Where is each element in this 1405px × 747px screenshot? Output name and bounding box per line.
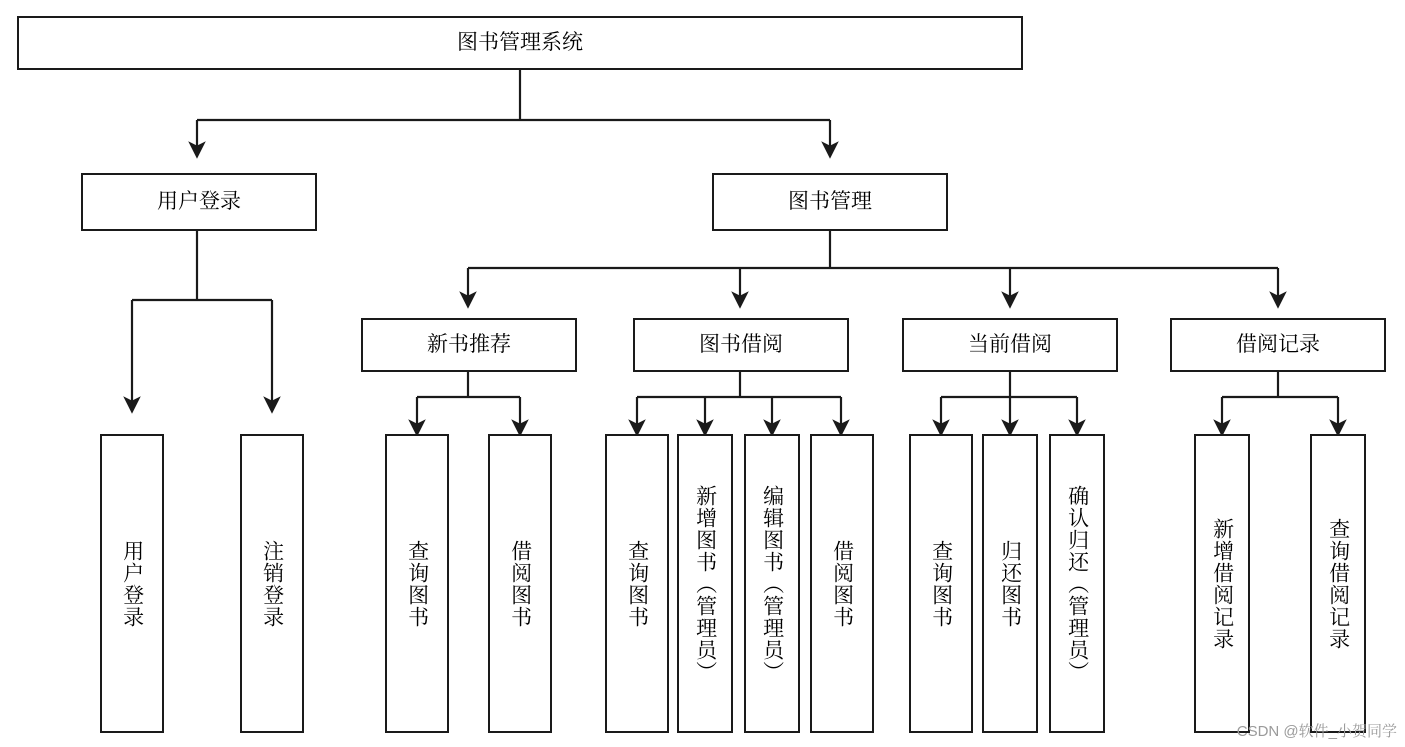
leaf-user-login-label: 用户登录 bbox=[120, 539, 144, 628]
leaf-query-borrow-record[interactable] bbox=[1310, 434, 1366, 733]
leaf-user-login[interactable] bbox=[100, 434, 164, 733]
node-root[interactable] bbox=[17, 16, 1023, 70]
node-current-borrow[interactable] bbox=[902, 318, 1118, 372]
leaf-confirm-return-admin-label: 确认归还（管理员） bbox=[1065, 484, 1089, 683]
leaf-return-book-label: 归还图书 bbox=[998, 539, 1022, 628]
leaf-current-query-book-label: 查询图书 bbox=[929, 539, 953, 628]
leaf-new-query-book[interactable] bbox=[385, 434, 449, 733]
leaf-confirm-return-admin[interactable] bbox=[1049, 434, 1105, 733]
node-new-book-recommend[interactable] bbox=[361, 318, 577, 372]
node-book-borrow[interactable] bbox=[633, 318, 849, 372]
leaf-edit-book-admin[interactable] bbox=[744, 434, 800, 733]
node-borrow-record[interactable] bbox=[1170, 318, 1386, 372]
node-user-login-label: 用户登录 bbox=[157, 189, 241, 213]
leaf-current-query-book[interactable] bbox=[909, 434, 973, 733]
leaf-new-query-book-label: 查询图书 bbox=[405, 539, 429, 628]
node-borrow-record-label: 借阅记录 bbox=[1236, 332, 1320, 356]
leaf-logout[interactable] bbox=[240, 434, 304, 733]
leaf-add-book-admin-label: 新增图书（管理员） bbox=[693, 484, 717, 683]
watermark: CSDN @软件_小贺同学 bbox=[1236, 723, 1397, 740]
leaf-logout-label: 注销登录 bbox=[260, 539, 284, 628]
leaf-borrow-query-book[interactable] bbox=[605, 434, 669, 733]
node-book-management-label: 图书管理 bbox=[788, 189, 872, 213]
leaf-add-borrow-record-label: 新增借阅记录 bbox=[1210, 517, 1234, 650]
leaf-borrow-book-label: 借阅图书 bbox=[830, 539, 854, 628]
node-book-borrow-label: 图书借阅 bbox=[699, 332, 783, 356]
leaf-return-book[interactable] bbox=[982, 434, 1038, 733]
leaf-edit-book-admin-label: 编辑图书（管理员） bbox=[760, 484, 784, 683]
node-current-borrow-label: 当前借阅 bbox=[968, 332, 1052, 356]
leaf-borrow-query-book-label: 查询图书 bbox=[625, 539, 649, 628]
leaf-new-borrow-book-label: 借阅图书 bbox=[508, 539, 532, 628]
node-book-management[interactable] bbox=[712, 173, 948, 231]
leaf-new-borrow-book[interactable] bbox=[488, 434, 552, 733]
leaf-borrow-book[interactable] bbox=[810, 434, 874, 733]
node-new-book-recommend-label: 新书推荐 bbox=[427, 332, 511, 356]
node-user-login[interactable] bbox=[81, 173, 317, 231]
leaf-add-borrow-record[interactable] bbox=[1194, 434, 1250, 733]
leaf-query-borrow-record-label: 查询借阅记录 bbox=[1326, 517, 1350, 650]
node-root-label: 图书管理系统 bbox=[457, 30, 583, 54]
leaf-add-book-admin[interactable] bbox=[677, 434, 733, 733]
